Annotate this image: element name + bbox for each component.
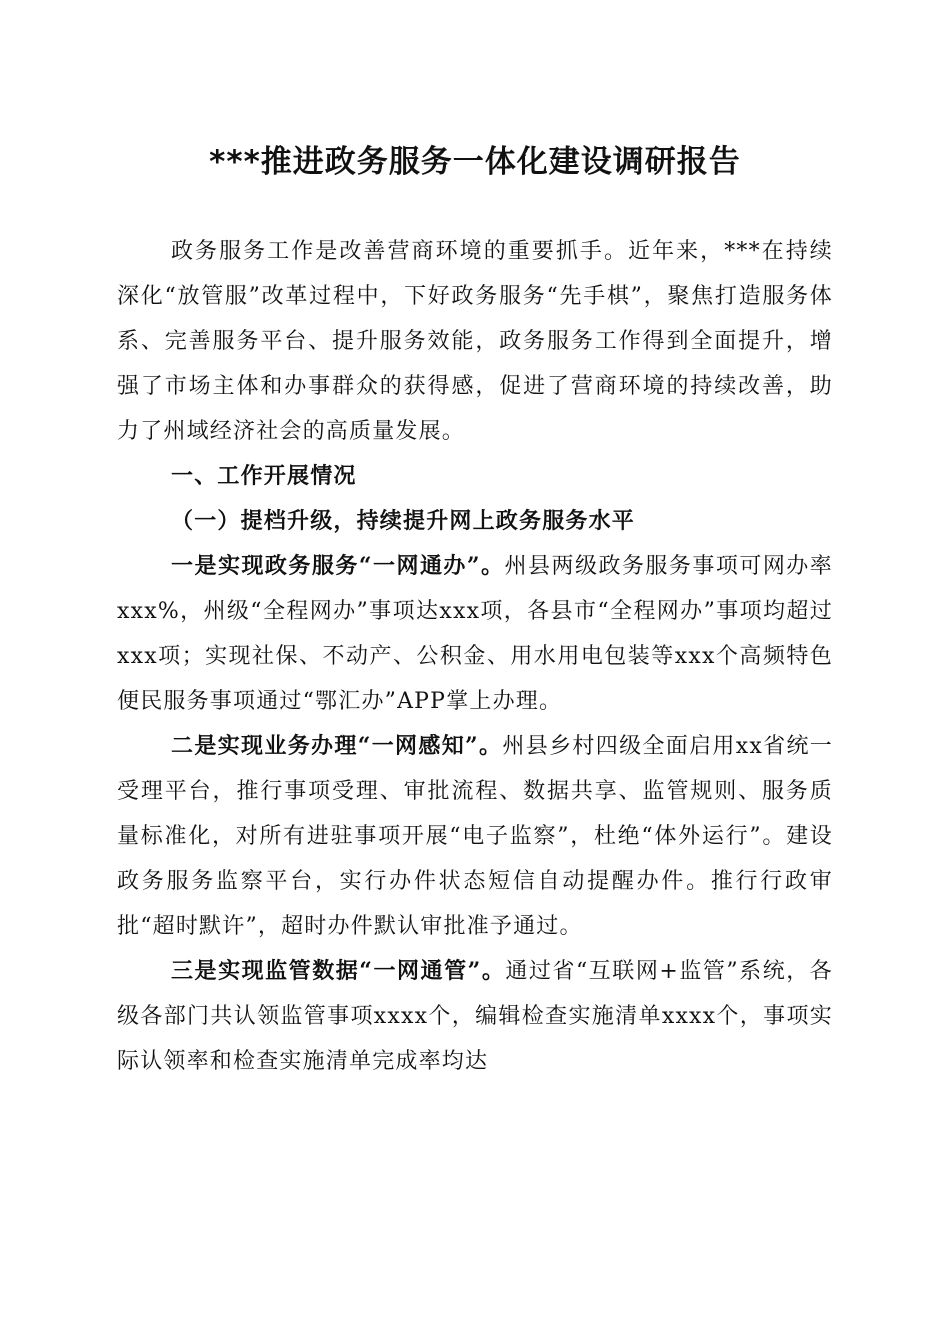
document-body <box>117 229 833 1084</box>
document-title: ***推进政务服务一体化建设调研报告 <box>209 144 741 180</box>
section-heading: 一、工作开展情况 <box>171 464 357 489</box>
item-text-2: 州县乡村四级全面启用xx省统一受理平台，推行事项受理、审批流程、数据共享、监管规则、服务质量标准化，对所有进驻事项开展“电子监察”，杜绝“体外运行”。建设政务服务监察平台，实行办件状态短信自动提醒办件。推行行政审批“超时默许”，超时办件默认审批准予通过。 <box>117 734 833 939</box>
item-text-3: 通过省“互联网+监管”系统，各级各部门共认领监管事项xxxx个，编辑检查实施清单xxxx个，事项实际认领率和检查实施清单完成率均达 <box>117 959 833 1074</box>
item-lead-3: 三是实现监管数据“一网通管”。 <box>171 958 506 984</box>
subsection-heading: （一）提档升级，持续提升网上政务服务水平 <box>171 508 636 534</box>
item-lead-2: 二是实现业务办理“一网感知”。 <box>171 733 503 759</box>
item-paragraph-2 <box>117 724 833 949</box>
item-paragraph-3 <box>117 949 833 1084</box>
item-lead-1: 一是实现政务服务“一网通办”。 <box>171 553 505 579</box>
intro-paragraph: 政务服务工作是改善营商环境的重要抓手。近年来，***在持续深化“放管服”改革过程中，下好政务服务“先手棋”，聚焦打造服务体系、完善服务平台、提升服务效能，政务服务工作得到全面提升，增强了市场主体和办事群众的获得感，促进了营商环境的持续改善，助力了州域经济社会的高质量发展。 <box>117 239 833 444</box>
item-paragraph-1 <box>117 544 833 724</box>
item-text-1: 州县两级政务服务事项可网办率xxx%，州级“全程网办”事项达xxx项，各县市“全程网办”事项均超过xxx项；实现社保、不动产、公积金、用水用电包装等xxx个高频特色便民服务事项通过“鄂汇办”APP掌上办理。 <box>117 554 833 714</box>
